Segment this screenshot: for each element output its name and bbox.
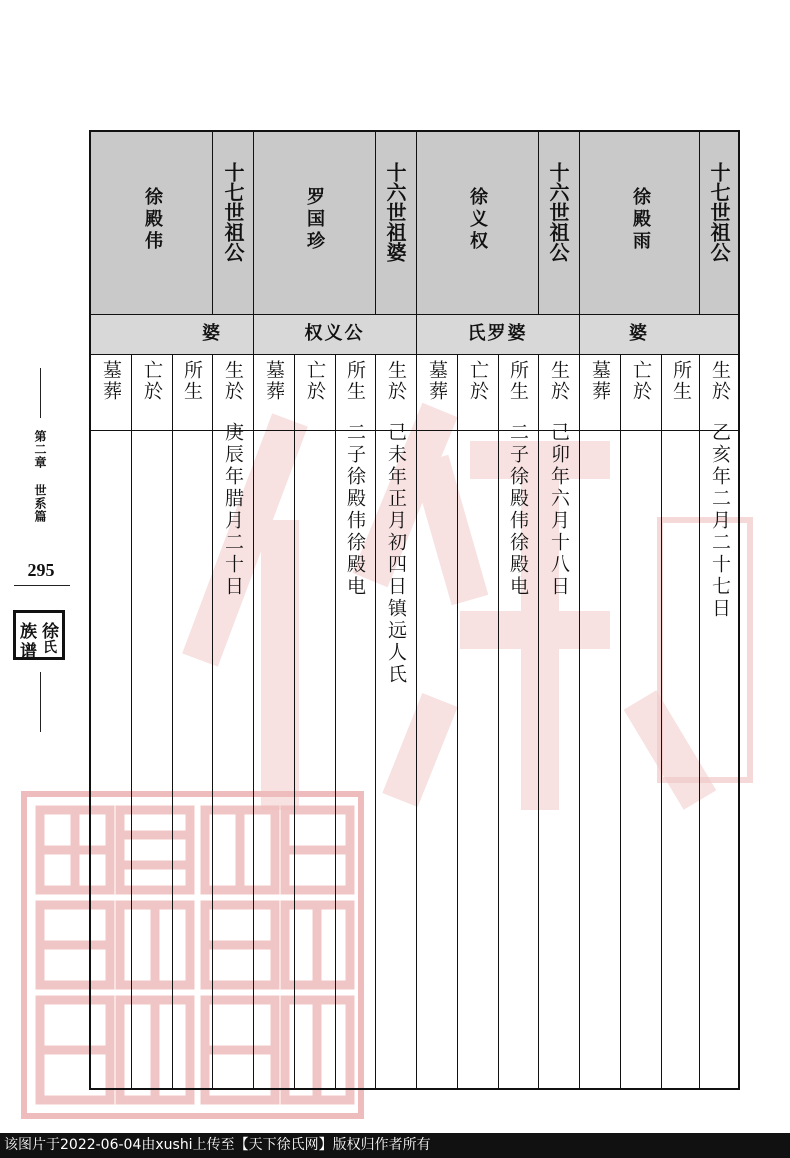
generation-title: 十六世祖公 [546,162,570,262]
generation-title: 十七世祖公 [707,162,731,262]
margin-rule-top [40,368,41,418]
field-burial: 墓葬 [100,360,122,402]
field-children: 所生 [344,360,366,402]
column-divider [579,132,580,1088]
generation-title: 十六世祖婆 [383,162,407,262]
person-name: 徐殿雨 [630,187,651,253]
children-value: 二子徐殿伟徐殿电 [507,422,529,598]
field-birth: 生於 [222,360,244,402]
spouse-label: 氏罗婆 [467,323,528,344]
copyright-footer: 该图片于2022-06-04由xushi上传至【天下徐氏网】版权归作者所有 [0,1133,790,1158]
field-divider [172,354,173,1088]
field-birth: 生於 [548,360,570,402]
birth-value: 己未年正月初四日镇远人氏 [385,422,407,686]
person-name: 徐义权 [467,187,488,253]
generation-title: 十七世祖公 [221,162,245,262]
person-name: 徐殿伟 [142,187,163,253]
field-children: 所生 [181,360,203,402]
field-death: 亡於 [304,360,326,402]
field-birth: 生於 [709,360,731,402]
spouse-label: 婆 [629,323,649,344]
chapter-label: 第二章 世系篇 [33,430,47,523]
birth-value: 己卯年六月十八日 [548,422,570,598]
field-divider [661,354,662,1088]
spouse-label: 婆 [202,323,222,344]
book-mark-char: 谱 [20,642,37,662]
field-divider [294,354,295,1088]
field-death: 亡於 [467,360,489,402]
birth-value: 乙亥年二月二十七日 [709,422,731,620]
field-divider [457,354,458,1088]
field-death: 亡於 [141,360,163,402]
book-mark-char: 徐 [42,622,59,642]
field-burial: 墓葬 [263,360,285,402]
person-name: 罗国珍 [304,187,325,253]
page-number: 295 [27,560,55,580]
column-divider [416,132,417,1088]
field-divider [131,354,132,1088]
field-children: 所生 [670,360,692,402]
field-death: 亡於 [630,360,652,402]
page-number-rule [14,585,70,586]
children-value: 二子徐殿伟徐殿电 [344,422,366,598]
margin-rule-bottom [40,672,41,732]
birth-value: 庚辰年腊月二十日 [222,422,244,598]
book-mark-char: 氏 [43,640,57,656]
spouse-rule [91,354,738,355]
column-divider [253,132,254,1088]
field-children: 所生 [507,360,529,402]
book-title-mark [13,610,65,660]
field-birth: 生於 [385,360,407,402]
field-burial: 墓葬 [589,360,611,402]
field-divider [620,354,621,1088]
book-mark-char: 族 [20,622,37,642]
field-burial: 墓葬 [426,360,448,402]
spouse-label: 权义公 [304,323,365,344]
genealogy-table [89,130,740,1090]
